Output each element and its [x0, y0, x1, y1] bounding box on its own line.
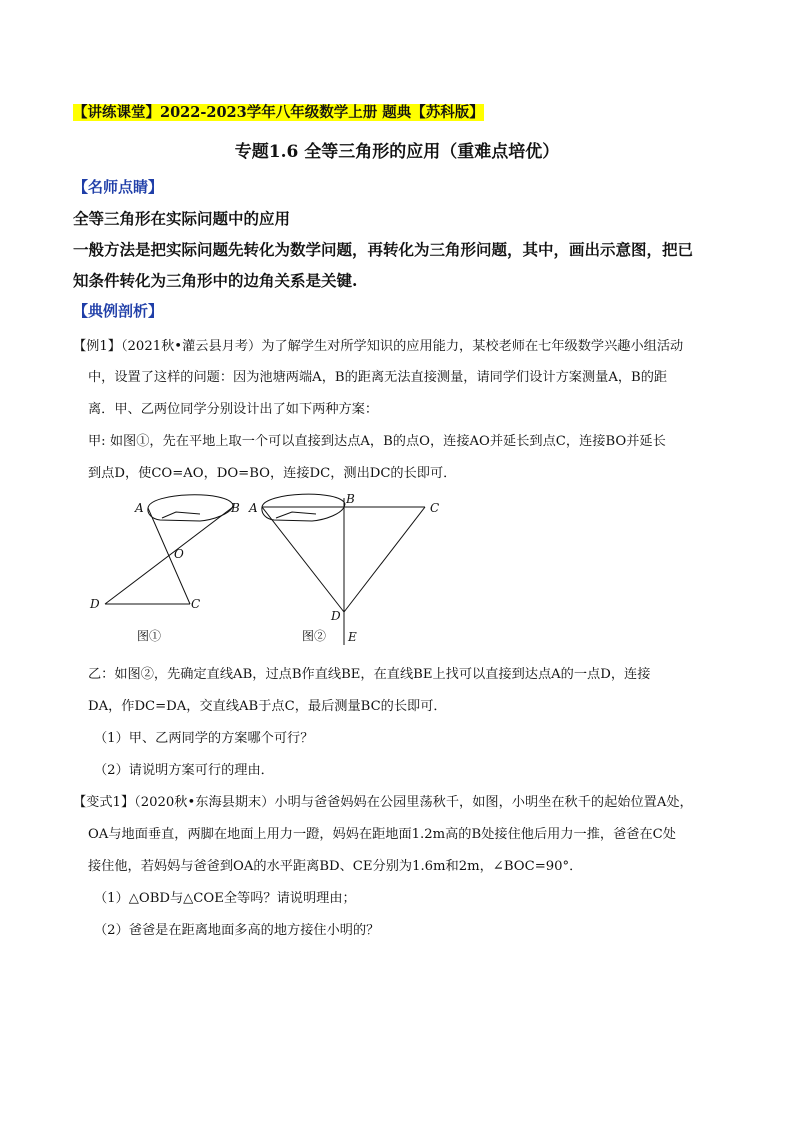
figure1-label-D: D — [90, 597, 100, 611]
figure1-label-B: B — [231, 501, 240, 515]
variant1-line-2: OA与地面垂直，两脚在地面上用力一蹬，妈妈在距地面1.2m高的B处接住他后用力一推，爸爸在C处 — [88, 827, 676, 842]
example1-line-7: DA，作DC=DA，交直线AB于点C，最后测量BC的长即可． — [88, 699, 447, 714]
figure1-label-C: C — [191, 597, 201, 611]
variant1-line-3: 接住他，若妈妈与爸爸到OA的水平距离BD、CE分别为1.6m和2m，∠BOC=90°． — [88, 859, 583, 874]
figure1-line-BD — [105, 507, 233, 604]
example1-question-2: （2）请说明方案可行的理由． — [94, 763, 274, 778]
figure2-label-A: A — [249, 501, 258, 515]
section-examples: 【典例剖析】 — [73, 302, 164, 320]
example1-line-5: 到点D，使CO=AO，DO=BO，连接DC，测出DC的长即可． — [88, 466, 457, 481]
tips-line-2: 一般方法是把实际问题先转化为数学问题，再转化为三角形问题，其中，画出示意图，把已 — [73, 240, 694, 259]
figure2-label-E: E — [348, 630, 357, 644]
figure2-label-C: C — [430, 501, 440, 515]
page-title: 专题1.6 全等三角形的应用（重难点培优） — [234, 142, 560, 162]
figure2-label-B: B — [346, 492, 355, 506]
example1-line-2: 中，设置了这样的问题：因为池塘两端A，B的距离无法直接测量，请同学们设计方案测量A，B的距 — [88, 370, 668, 385]
example1-question-1: （1）甲、乙两同学的方案哪个可行？ — [94, 731, 314, 746]
example1-line-1: 【例1】（2021秋•灌云县月考）为了解学生对所学知识的应用能力，某校老师在七年级数学兴趣小组活动 — [73, 339, 684, 354]
figure2-line-AD — [262, 507, 344, 612]
variant1-line-1: 【变式1】（2020秋•东海县期末）小明与爸爸妈妈在公园里荡秋千，如图，小明坐在秋千的起始位置A处， — [73, 795, 693, 810]
figure2-line-CD — [344, 507, 425, 612]
variant1-question-1: （1）△OBD与△COE全等吗？请说明理由； — [94, 891, 356, 906]
example1-line-3: 离．甲、乙两位同学分别设计出了如下两种方案： — [88, 402, 379, 417]
figure2-label-D: D — [331, 609, 341, 623]
tips-line-1: 全等三角形在实际问题中的应用 — [73, 209, 291, 228]
variant1-question-2: （2）爸爸是在距离地面多高的地方接住小明的？ — [94, 923, 380, 938]
figure1-pond-inner — [162, 512, 200, 518]
figure2-caption: 图② — [302, 629, 327, 643]
figure1-label-A: A — [135, 501, 144, 515]
figure-1 — [89, 495, 240, 643]
document-header: 【讲练课堂】2022-2023学年八年级数学上册 题典【苏科版】 — [73, 104, 484, 121]
example1-line-6: 乙：如图②，先确定直线AB，过点B作直线BE，在直线BE上找可以直接到达点A的一点D，连接 — [88, 667, 651, 682]
figure2-pond-inner — [276, 512, 316, 518]
figure2-pond — [262, 494, 345, 521]
tips-line-3: 知条件转化为三角形中的边角关系是关键. — [73, 271, 358, 290]
figure1-label-O: O — [174, 547, 184, 561]
figure1-caption: 图① — [137, 629, 162, 643]
section-teacher-tips: 【名师点睛】 — [73, 178, 164, 196]
example1-line-4: 甲: 如图①，先在平地上取一个可以直接到达点A，B的点O，连接AO并延长到点C，连接BO并延长 — [88, 434, 666, 449]
figure-2 — [248, 492, 439, 645]
